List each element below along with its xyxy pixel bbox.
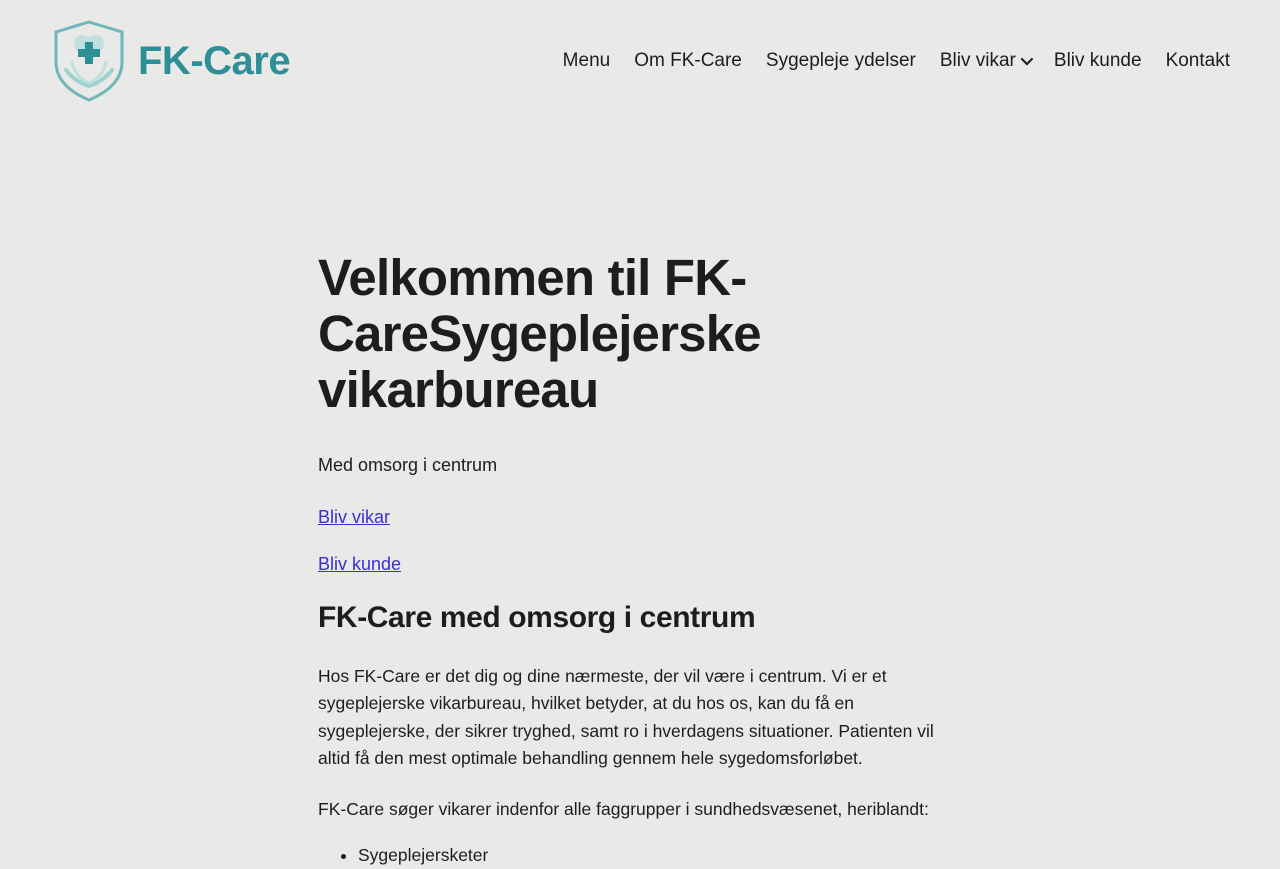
main-content [318, 122, 948, 869]
faggrupper-list [318, 841, 948, 869]
chevron-down-icon[interactable] [1020, 53, 1033, 66]
nav-item-label: Sygepleje ydelser [765, 49, 916, 71]
list-item: • Sygeplejersketer [358, 841, 948, 869]
nav-item-om-fk-care[interactable] [622, 44, 754, 79]
hero-link-bliv-vikar[interactable]: Bliv vikar [318, 507, 391, 528]
hero-link-row-bliv-kunde [318, 554, 948, 575]
nav-item-label: Om FK-Care [634, 49, 742, 71]
hero-link-bliv-kunde[interactable]: Bliv kunde [318, 554, 402, 575]
site-header [0, 0, 1280, 122]
nav-item-sygepleje-ydelser[interactable] [754, 44, 928, 79]
page-title: Velkommen til FK-CareSygeplejerske vikarbureau [318, 249, 761, 419]
site-logo-text: FK-Care [138, 39, 291, 83]
nav-item-label: Bliv vikar [939, 49, 1016, 71]
nav-item-menu[interactable] [551, 44, 623, 79]
section-heading: FK-Care med omsorg i centrum [318, 601, 756, 635]
hero-link-row-bliv-vikar [318, 507, 948, 528]
site-logo-link[interactable] [50, 18, 290, 104]
nav-item-kontakt[interactable] [1154, 44, 1230, 79]
section-paragraph-1: Hos FK-Care er det dig og dine nærmeste, der vil være i centrum. Vi er et sygeplejerske vikarbureau, hvilket betyder, at du hos os, kan du få en sygeplejerske, der sikrer tryghed, samt ro i hverdagens situationer. Patienten vil altid få den mest optimale behandling gennem hele sygedomsforløbet. [318, 666, 934, 768]
hero-subtitle: Med omsorg i centrum [318, 455, 498, 476]
primary-navigation [551, 44, 1230, 79]
nav-item-label: Menu [562, 49, 611, 71]
section-paragraph-2: FK-Care søger vikarer indenfor alle faggrupper i sundhedsvæsenet, heriblandt: [318, 798, 929, 819]
page-wrapper [0, 122, 1280, 869]
nav-item-label: Kontakt [1165, 49, 1230, 71]
nav-item-label: Bliv kunde [1053, 49, 1142, 71]
shield-heart-hands-icon [50, 18, 128, 104]
nav-item-bliv-kunde[interactable] [1042, 44, 1154, 79]
nav-item-bliv-vikar[interactable] [928, 44, 1042, 79]
